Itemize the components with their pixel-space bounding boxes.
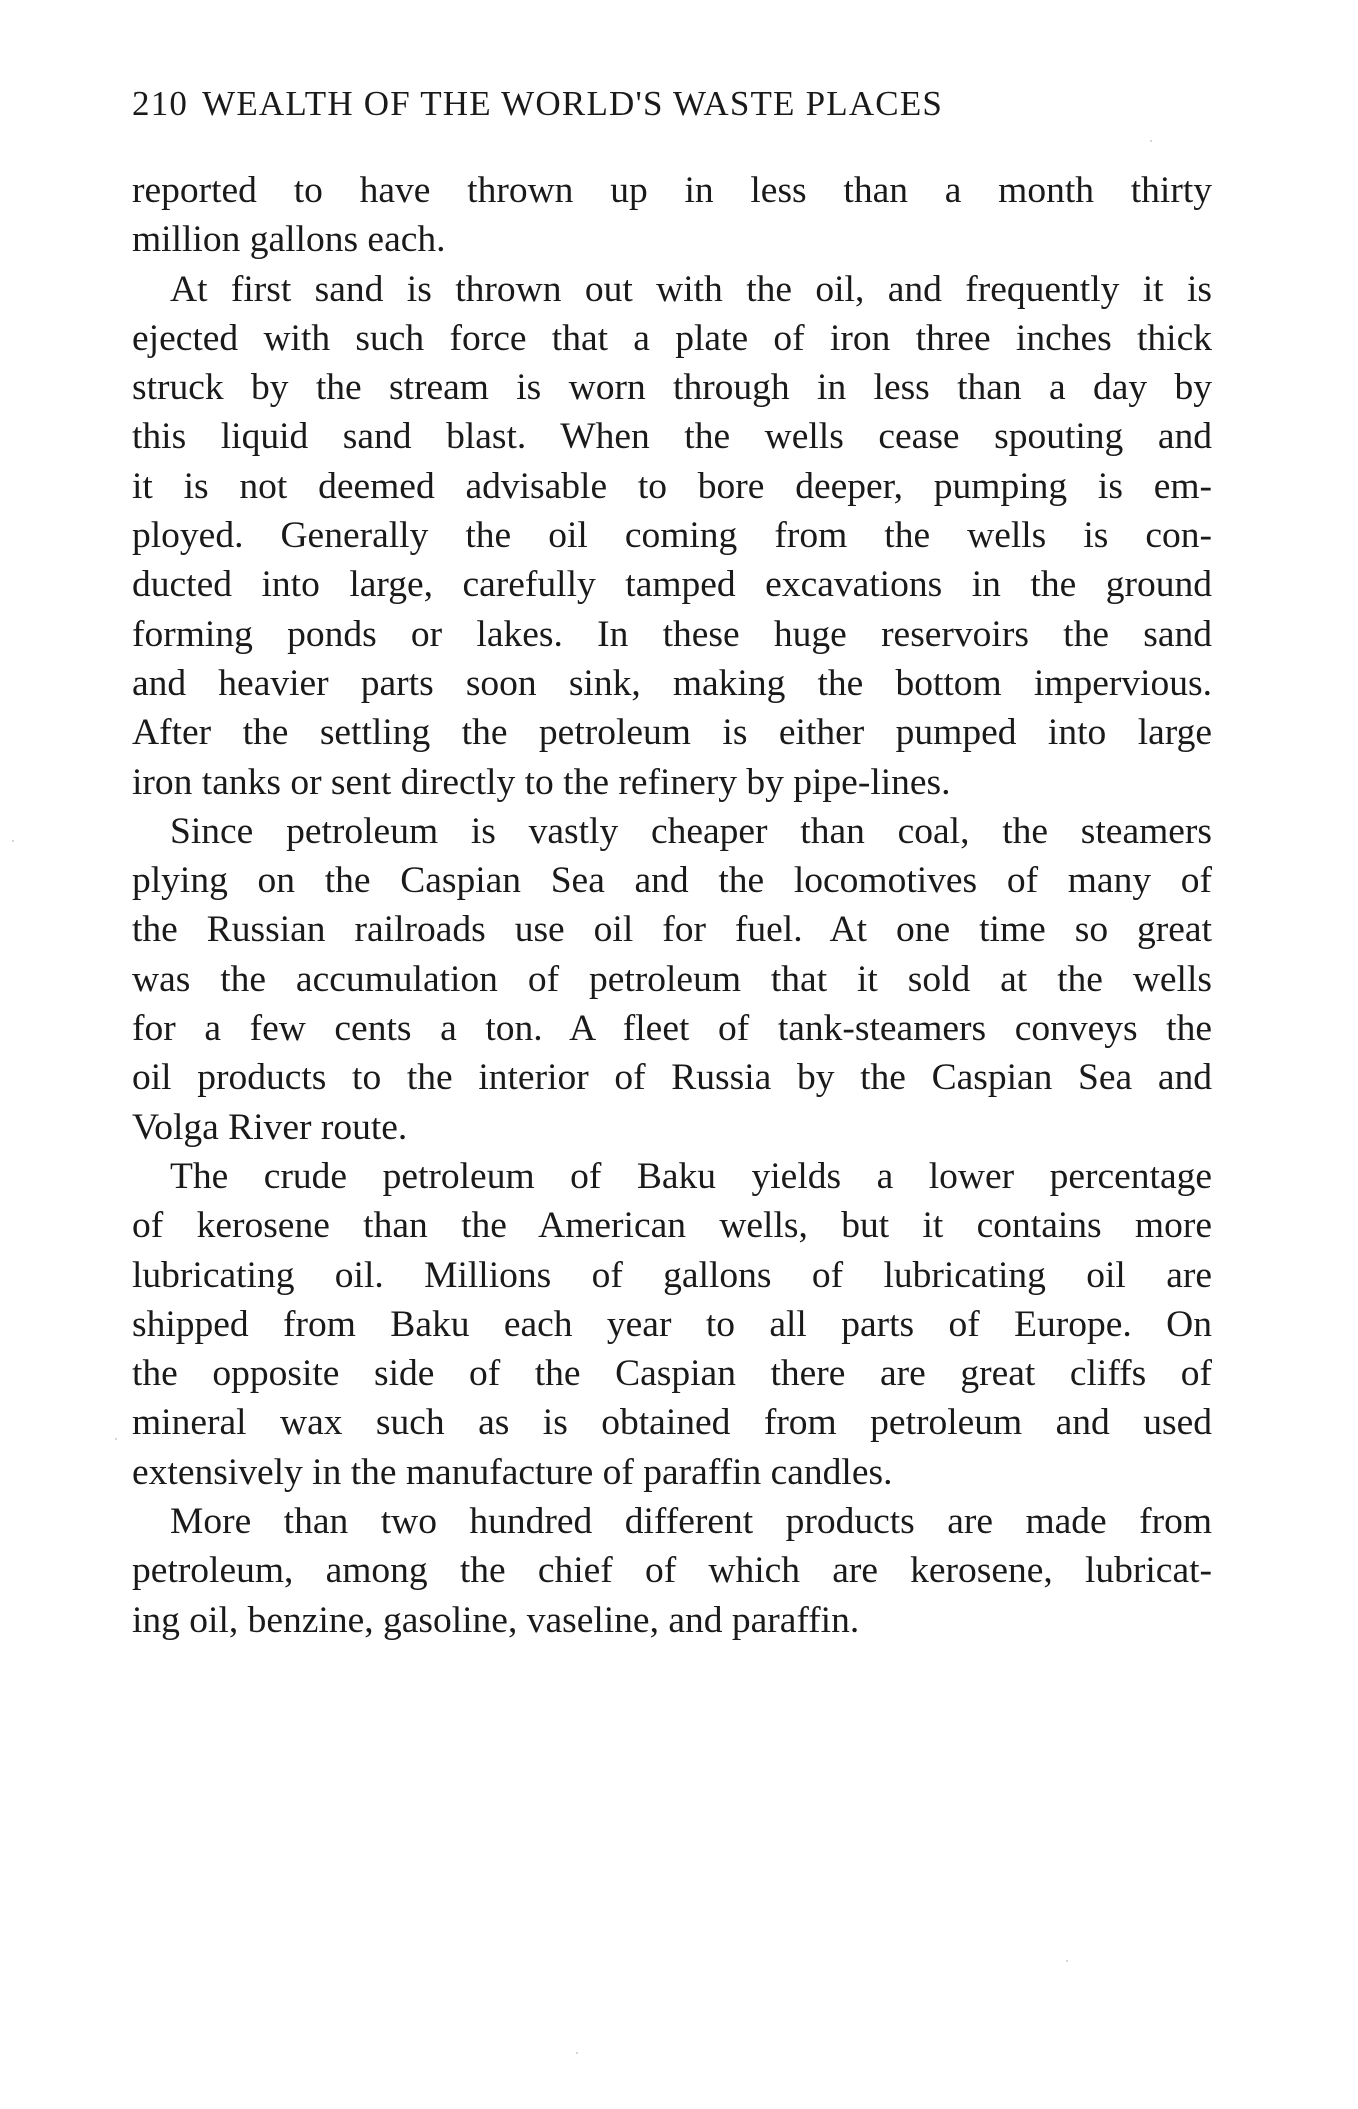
text-line: million gallons each. bbox=[132, 219, 446, 261]
scan-speck bbox=[576, 2052, 578, 2054]
text-line: this liquid sand blast. When the wells cease spouting and bbox=[132, 416, 1212, 458]
text-line: struck by the stream is worn through in less than a day by bbox=[132, 367, 1212, 409]
paragraph bbox=[132, 265, 1212, 807]
paragraph bbox=[132, 1152, 1212, 1497]
paragraph bbox=[132, 807, 1212, 1152]
paragraph bbox=[132, 166, 1212, 265]
text-line: reported to have thrown up in less than a month thirty bbox=[132, 170, 1212, 211]
text-line: for a few cents a ton. A fleet of tank-steamers conveys the bbox=[132, 1008, 1212, 1050]
scan-speck bbox=[1150, 140, 1152, 142]
text-line: plying on the Caspian Sea and the locomotives of many of bbox=[132, 860, 1212, 902]
body-text bbox=[132, 166, 1212, 1645]
running-header bbox=[132, 84, 1212, 144]
text-line: and heavier parts soon sink, making the bottom impervious. bbox=[132, 662, 1212, 704]
text-line: mineral wax such as is obtained from petroleum and used bbox=[132, 1402, 1212, 1444]
text-line: of kerosene than the American wells, but it contains more bbox=[132, 1205, 1212, 1247]
text-line: Since petroleum is vastly cheaper than coal, the steamers bbox=[170, 810, 1212, 852]
text-line: After the settling the petroleum is either pumped into large bbox=[132, 712, 1212, 754]
text-line: ejected with such force that a plate of iron three inches thick bbox=[132, 317, 1212, 359]
text-line: The crude petroleum of Baku yields a lower percentage bbox=[170, 1155, 1212, 1197]
text-line: it is not deemed advisable to bore deeper, pumping is em- bbox=[132, 465, 1212, 507]
text-line: shipped from Baku each year to all parts of Europe. On bbox=[132, 1303, 1212, 1345]
text-line: lubricating oil. Millions of gallons of lubricating oil are bbox=[132, 1254, 1212, 1296]
text-line: the Russian railroads use oil for fuel. At one time so great bbox=[132, 909, 1212, 951]
text-line: ployed. Generally the oil coming from the wells is con- bbox=[132, 515, 1212, 557]
page-number: 210 bbox=[132, 84, 189, 123]
text-line: More than two hundred different products are made from bbox=[170, 1501, 1212, 1543]
text-line: At first sand is thrown out with the oil, and frequently it is bbox=[170, 268, 1212, 310]
text-line: forming ponds or lakes. In these huge reservoirs the sand bbox=[132, 613, 1212, 655]
scan-speck bbox=[12, 840, 14, 842]
running-title: WEALTH OF THE WORLD'S WASTE PLACES bbox=[202, 84, 944, 123]
scan-speck bbox=[115, 1438, 117, 1440]
text-line: oil products to the interior of Russia by the Caspian Sea and bbox=[132, 1057, 1212, 1099]
text-line: ducted into large, carefully tamped excavations in the ground bbox=[132, 564, 1212, 606]
scan-speck bbox=[1066, 1960, 1068, 1962]
paragraph bbox=[132, 1497, 1212, 1645]
text-line: iron tanks or sent directly to the refinery by pipe-lines. bbox=[132, 761, 951, 803]
text-line: ing oil, benzine, gasoline, vaseline, and paraffin. bbox=[132, 1599, 860, 1641]
text-line: extensively in the manufacture of paraffin candles. bbox=[132, 1451, 893, 1493]
text-line: Volga River route. bbox=[132, 1106, 408, 1148]
text-line: was the accumulation of petroleum that it sold at the wells bbox=[132, 958, 1212, 1000]
text-line: petroleum, among the chief of which are kerosene, lubricat- bbox=[132, 1550, 1212, 1592]
text-line: the opposite side of the Caspian there are great cliffs of bbox=[132, 1353, 1212, 1395]
